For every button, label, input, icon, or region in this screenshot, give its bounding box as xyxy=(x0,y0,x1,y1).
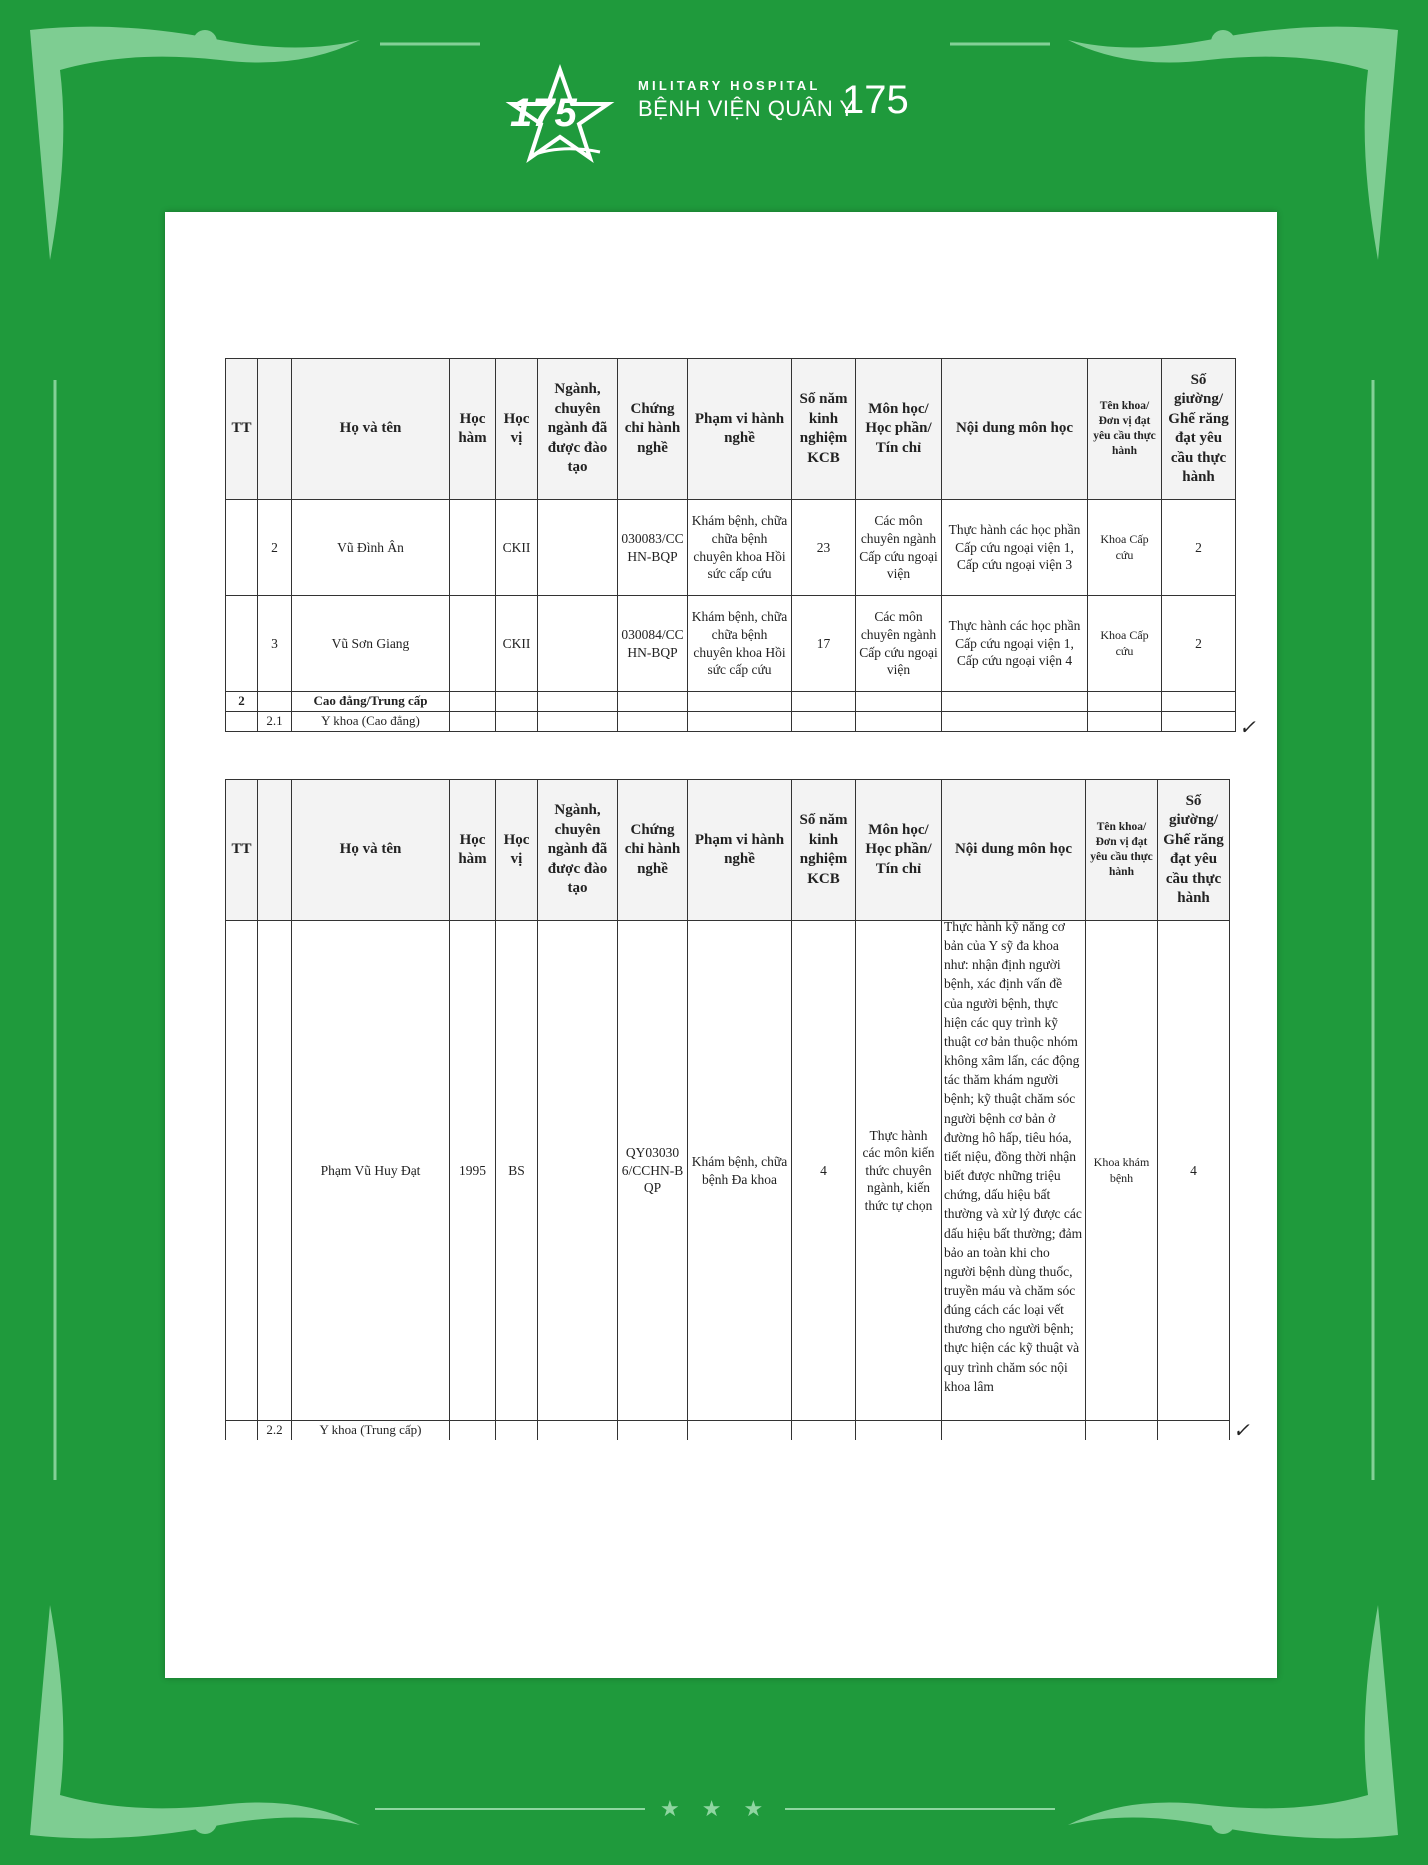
row-stt: 3 xyxy=(258,596,292,692)
svg-text:175: 175 xyxy=(510,91,577,135)
subsection-row xyxy=(226,1421,1230,1440)
row-chung-chi: QY030306/CCHN-BQP xyxy=(618,921,688,1421)
hospital-header xyxy=(490,64,950,164)
row-mon-hoc: Thực hành các môn kiến thức chuyên ngành, kiến thức tự chọn xyxy=(856,921,942,1421)
row-nganh xyxy=(538,596,618,692)
col-noi-dung: Nội dung môn học xyxy=(942,780,1086,921)
hospital-logo-icon xyxy=(490,64,630,164)
col-sub xyxy=(258,780,292,921)
row-chung-chi: 030083/CCHN-BQP xyxy=(618,500,688,596)
row-name: Vũ Đình Ân xyxy=(292,500,450,596)
col-ten-khoa: Tên khoa/ Đơn vị đạt yêu cầu thực hành xyxy=(1086,780,1158,921)
col-nganh: Ngành, chuyên ngành đã được đào tạo xyxy=(538,780,618,921)
row-nganh xyxy=(538,500,618,596)
table-row xyxy=(226,921,1230,1421)
staff-table-2 xyxy=(225,779,1230,1440)
col-name: Họ và tên xyxy=(292,780,450,921)
row-hoc-vi: BS xyxy=(496,921,538,1421)
row-so-nam: 23 xyxy=(792,500,856,596)
subsection-num: 2.1 xyxy=(258,711,292,731)
section-row xyxy=(226,692,1236,712)
subsection-num: 2.2 xyxy=(258,1421,292,1440)
col-mon-hoc: Môn học/ Học phần/ Tín chỉ xyxy=(856,780,942,921)
col-tt: TT xyxy=(226,359,258,500)
table-row xyxy=(226,500,1236,596)
row-mon-hoc: Các môn chuyên ngành Cấp cứu ngoại viện xyxy=(856,500,942,596)
row-noi-dung: Thực hành các học phần Cấp cứu ngoại viện 1, Cấp cứu ngoại viện 3 xyxy=(942,500,1088,596)
hospital-name-vn: BỆNH VIỆN QUÂN Y xyxy=(638,96,855,121)
row-hoc-vi: CKII xyxy=(496,596,538,692)
row-pham-vi: Khám bệnh, chữa chữa bệnh chuyên khoa Hồi sức cấp cứu xyxy=(688,500,792,596)
check-mark-icon: ✓ xyxy=(1233,1420,1250,1442)
col-chung-chi: Chứng chỉ hành nghề xyxy=(618,780,688,921)
col-so-giuong: Số giường/ Ghế răng đạt yêu cầu thực hành xyxy=(1158,780,1230,921)
table-row xyxy=(226,596,1236,692)
row-so-giuong: 2 xyxy=(1162,500,1236,596)
row-hoc-ham xyxy=(450,500,496,596)
col-name: Họ và tên xyxy=(292,359,450,500)
col-chung-chi: Chứng chỉ hành nghề xyxy=(618,359,688,500)
subsection-title: Y khoa (Cao đẳng) xyxy=(292,711,450,731)
row-noi-dung: Thực hành các học phần Cấp cứu ngoại viện 1, Cấp cứu ngoại viện 4 xyxy=(942,596,1088,692)
col-sub xyxy=(258,359,292,500)
check-mark-icon: ✓ xyxy=(1239,717,1256,739)
col-hoc-ham: Học hàm xyxy=(450,780,496,921)
row-hoc-ham xyxy=(450,596,496,692)
row-nganh xyxy=(538,921,618,1421)
col-hoc-vi: Học vị xyxy=(496,359,538,500)
row-mon-hoc: Các môn chuyên ngành Cấp cứu ngoại viện xyxy=(856,596,942,692)
row-chung-chi: 030084/CCHN-BQP xyxy=(618,596,688,692)
row-noi-dung: Thực hành kỹ năng cơ bản của Y sỹ đa khoa như: nhận định người bệnh, xác định vấn đề của người bệnh, thực hiện các quy trình kỹ thuật cơ bản thuộc nhóm không xâm lấn, các động tác thăm khám người bệnh; kỹ thuật chăm sóc người bệnh cơ bản ở đường hô hấp, tiêu hóa, tiết niệu, đồng thời nhận biết được những triệu chứng, dấu hiệu bất thường và xử lý được các dấu hiệu bất thường; đảm bảo an toàn khi cho người bệnh dùng thuốc, truyền máu và chăm sóc đúng cách các loại vết thương cho người bệnh; thực hiện các kỹ thuật và quy trình chăm sóc nội khoa lâm xyxy=(944,920,1083,1394)
col-so-nam: Số năm kinh nghiệm KCB xyxy=(792,780,856,921)
row-hoc-ham: 1995 xyxy=(450,921,496,1421)
col-ten-khoa: Tên khoa/ Đơn vị đạt yêu cầu thực hành xyxy=(1088,359,1162,500)
subsection-row xyxy=(226,711,1236,731)
row-pham-vi: Khám bệnh, chữa bệnh Đa khoa xyxy=(688,921,792,1421)
hospital-number: 175 xyxy=(842,78,909,122)
document-page xyxy=(165,212,1277,1678)
row-hoc-vi: CKII xyxy=(496,500,538,596)
col-nganh: Ngành, chuyên ngành đã được đào tạo xyxy=(538,359,618,500)
header-row xyxy=(226,359,1236,500)
col-pham-vi: Phạm vi hành nghề xyxy=(688,780,792,921)
hospital-name-en: MILITARY HOSPITAL xyxy=(638,78,821,93)
section-num: 2 xyxy=(226,692,258,712)
col-so-nam: Số năm kinh nghiệm KCB xyxy=(792,359,856,500)
staff-table-1 xyxy=(225,358,1236,732)
col-noi-dung: Nội dung môn học xyxy=(942,359,1088,500)
row-name: Phạm Vũ Huy Đạt xyxy=(292,921,450,1421)
row-pham-vi: Khám bệnh, chữa chữa bệnh chuyên khoa Hồi sức cấp cứu xyxy=(688,596,792,692)
subsection-title: Y khoa (Trung cấp) xyxy=(292,1421,450,1440)
row-so-giuong: 2 xyxy=(1162,596,1236,692)
col-hoc-vi: Học vị xyxy=(496,780,538,921)
header-row xyxy=(226,780,1230,921)
row-so-nam: 17 xyxy=(792,596,856,692)
col-so-giuong: Số giường/ Ghế răng đạt yêu cầu thực hành xyxy=(1162,359,1236,500)
row-so-giuong: 4 xyxy=(1158,921,1230,1421)
footer-stars-icon: ★★★ xyxy=(660,1796,786,1821)
col-mon-hoc: Môn học/ Học phần/ Tín chỉ xyxy=(856,359,942,500)
row-ten-khoa: Khoa khám bệnh xyxy=(1086,921,1158,1421)
col-pham-vi: Phạm vi hành nghề xyxy=(688,359,792,500)
footer-line-right xyxy=(785,1808,1055,1810)
row-ten-khoa: Khoa Cấp cứu xyxy=(1088,596,1162,692)
row-stt: 2 xyxy=(258,500,292,596)
row-so-nam: 4 xyxy=(792,921,856,1421)
row-ten-khoa: Khoa Cấp cứu xyxy=(1088,500,1162,596)
col-tt: TT xyxy=(226,780,258,921)
section-title: Cao đẳng/Trung cấp xyxy=(292,692,450,712)
footer-line-left xyxy=(375,1808,645,1810)
row-name: Vũ Sơn Giang xyxy=(292,596,450,692)
col-hoc-ham: Học hàm xyxy=(450,359,496,500)
